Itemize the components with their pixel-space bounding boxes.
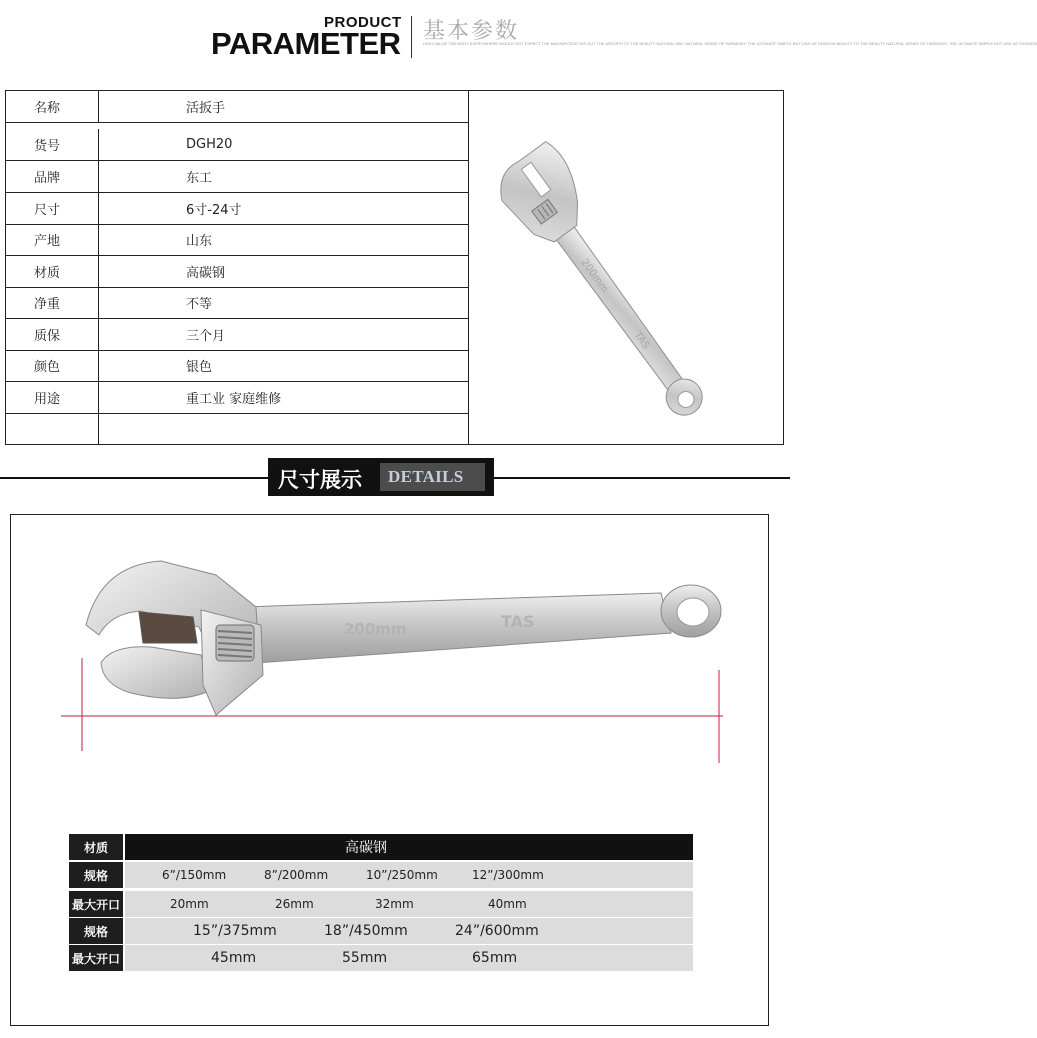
spec-cell: 26mm — [275, 897, 314, 911]
spec-label: 规格 — [69, 862, 123, 888]
param-key: 用途 — [6, 382, 99, 413]
spec-label: 材质 — [69, 834, 123, 860]
param-key: 名称 — [6, 91, 99, 122]
details-banner-en-box — [380, 463, 485, 491]
spec-row-body — [125, 918, 693, 944]
spec-row-sizes-2 — [69, 918, 693, 944]
spec-cell: 15”/375mm — [193, 923, 277, 939]
param-key: 净重 — [6, 287, 99, 318]
spec-row-material — [69, 834, 693, 860]
param-row — [6, 91, 468, 123]
spec-label: 最大开口 — [69, 891, 123, 917]
param-key — [6, 414, 99, 444]
details-banner — [268, 458, 494, 496]
param-value: 6寸-24寸 — [186, 203, 242, 218]
spec-row-openings-2 — [69, 945, 693, 971]
spec-cell: 32mm — [375, 897, 414, 911]
product-photo-panel — [469, 90, 784, 445]
param-value: DGH20 — [186, 137, 233, 152]
spec-row-openings-1 — [69, 891, 693, 917]
param-row — [6, 319, 468, 351]
spec-label: 规格 — [69, 918, 123, 944]
spec-row-body — [125, 891, 693, 917]
param-row — [6, 129, 468, 161]
spec-cell: 24”/600mm — [455, 923, 539, 939]
param-value: 银色 — [186, 360, 213, 375]
header-product-text: PRODUCT — [324, 14, 402, 31]
param-row-empty — [6, 414, 468, 444]
param-key: 货号 — [6, 129, 99, 160]
spec-cell: 45mm — [211, 950, 257, 966]
wrench-brand-mark: TAS — [501, 612, 535, 631]
spec-cell: 12”/300mm — [472, 868, 544, 882]
param-value: 高碳钢 — [186, 266, 226, 281]
wrench-size-mark: 200mm — [344, 620, 407, 638]
param-key: 产地 — [6, 224, 99, 255]
param-value: 活扳手 — [186, 101, 226, 116]
param-value: 重工业 家庭维修 — [186, 392, 282, 407]
param-key: 颜色 — [6, 350, 99, 381]
param-value: 东工 — [186, 171, 213, 186]
header-divider — [411, 16, 412, 58]
details-banner-cn: 尺寸展示 — [278, 468, 362, 492]
param-row — [6, 161, 468, 193]
param-row — [6, 350, 468, 382]
param-key: 尺寸 — [6, 193, 99, 224]
spec-material-value: 高碳钢 — [345, 840, 387, 856]
spec-row-body — [125, 834, 693, 860]
wrench-photo-small — [469, 91, 782, 444]
param-row — [6, 256, 468, 288]
param-row — [6, 382, 468, 414]
page-header — [0, 0, 1037, 80]
spec-cell: 10”/250mm — [366, 868, 438, 882]
spec-cell: 55mm — [342, 950, 388, 966]
spec-cell: 8”/200mm — [264, 868, 329, 882]
header-cn-title: 基本参数 — [423, 19, 520, 44]
spec-cell: 20mm — [170, 897, 209, 911]
param-value: 三个月 — [186, 329, 226, 344]
spec-label: 最大开口 — [69, 945, 123, 971]
spec-cell: 65mm — [472, 950, 518, 966]
param-value — [100, 414, 468, 444]
spec-cell: 6”/150mm — [162, 868, 227, 882]
wrench-size-mark-small: 200mm — [578, 257, 611, 295]
header-parameter-title: PARAMETER — [211, 26, 401, 61]
spec-cell: 18”/450mm — [324, 923, 408, 939]
param-key: 质保 — [6, 319, 99, 350]
header-small-text: HIGH-VALUE THE BODY EVERYWHERE WOULD NOT EXPECT THE MAGNIFICENT DIS OUT THE ARGOPH TO THE BEAUTY NATURAL ABC NATURAL SENSE OF HARMONY, THE ULTIMATE SIMPLE BUT USE UE FASHION BEAUTY TO THE BEAUTY NATURAL SENSE OF HARMONY, THE ULTIMATE SIMPLE BUT USE UE FASHION — [423, 41, 1037, 46]
wrench-brand-mark-small: TAS — [631, 330, 652, 352]
details-banner-en: DETAILS — [388, 467, 464, 486]
spec-row-sizes-1 — [69, 862, 693, 888]
param-value: 不等 — [186, 297, 213, 312]
parameter-table — [5, 90, 469, 445]
param-row — [6, 287, 468, 319]
spec-cell: 40mm — [488, 897, 527, 911]
param-row — [6, 193, 468, 225]
param-key: 品牌 — [6, 161, 99, 192]
spec-row-body — [125, 945, 693, 971]
param-row — [6, 224, 468, 256]
spec-row-body — [125, 862, 693, 888]
param-value: 山东 — [186, 234, 213, 249]
param-key: 材质 — [6, 256, 99, 287]
